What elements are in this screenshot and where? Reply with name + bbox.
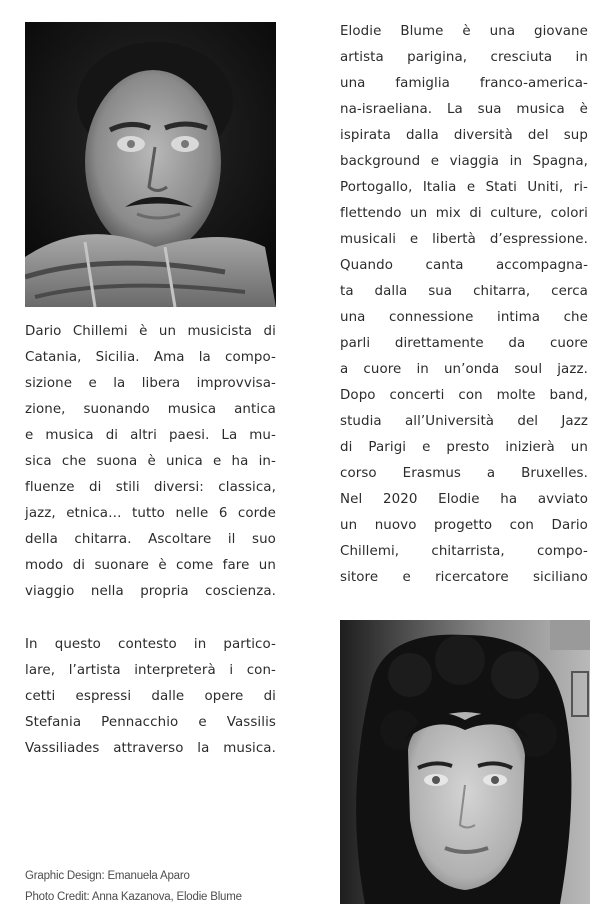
word: e <box>212 454 222 469</box>
word: artista <box>340 50 384 65</box>
word: di <box>263 324 276 339</box>
word: Erasmus <box>402 466 461 481</box>
text-line <box>25 397 276 423</box>
word: Elodie <box>340 24 382 39</box>
word: e <box>402 570 411 585</box>
word: classica, <box>218 480 276 495</box>
word: che <box>61 454 87 469</box>
word: e <box>25 428 34 443</box>
word: in <box>416 362 429 377</box>
word: antica <box>234 402 276 417</box>
word: tutto <box>132 506 165 521</box>
text-line <box>25 658 276 684</box>
word: mix <box>435 206 461 221</box>
word: culture, <box>490 206 543 221</box>
word: sitore <box>340 570 379 585</box>
text-line <box>340 409 588 435</box>
word: e <box>430 154 440 169</box>
word: un <box>158 324 177 339</box>
word: in- <box>258 454 276 469</box>
word: dalla <box>405 128 439 143</box>
word: Italia <box>422 180 457 195</box>
word: la <box>198 350 211 365</box>
word: musicista <box>187 324 253 339</box>
word: corde <box>237 506 276 521</box>
word: è <box>139 324 148 339</box>
word: e <box>409 232 419 247</box>
word: dalle <box>151 689 185 704</box>
text-line <box>340 305 588 331</box>
word: ricercatore <box>435 570 509 585</box>
text-line <box>340 435 588 461</box>
word: canta <box>425 258 464 273</box>
text-line <box>340 97 588 123</box>
text-line <box>25 475 276 501</box>
word: suonare <box>94 558 149 573</box>
word: di <box>263 689 276 704</box>
word: Chillemi <box>72 324 128 339</box>
word: cresciuta <box>490 50 553 65</box>
word: sizione <box>25 376 73 391</box>
word: stili <box>115 480 140 495</box>
word: inizierà <box>505 440 555 455</box>
text-line <box>340 331 588 357</box>
word: cetti <box>25 689 56 704</box>
word: il <box>227 532 236 547</box>
text-line <box>340 565 588 591</box>
word: cerca <box>551 284 588 299</box>
word: connessione <box>389 310 474 325</box>
text-line <box>340 45 588 71</box>
word: background <box>340 154 421 169</box>
text-line <box>25 423 276 449</box>
word: Catania, <box>25 350 82 365</box>
word: nelle <box>175 506 209 521</box>
word: flettendo <box>340 206 402 221</box>
word: sica <box>25 454 52 469</box>
word: mu- <box>249 428 276 443</box>
word: musica <box>45 428 94 443</box>
word: Uniti, <box>527 180 564 195</box>
word: Vassilis <box>226 715 276 730</box>
word: cuore <box>363 362 402 377</box>
text-line <box>340 175 588 201</box>
word: studia <box>340 414 382 429</box>
word: etnica… <box>66 506 122 521</box>
word: opere <box>204 689 244 704</box>
word: e <box>88 376 97 391</box>
word: all’Università <box>404 414 495 429</box>
word: musica. <box>223 741 276 756</box>
text-line <box>340 539 588 565</box>
word: un <box>258 558 276 573</box>
word: corso <box>340 466 377 481</box>
word: con <box>458 388 483 403</box>
word: famiglia <box>395 76 450 91</box>
word: di <box>72 558 86 573</box>
word: Dario <box>25 324 62 339</box>
text-line <box>340 227 588 253</box>
word: zione, <box>25 402 66 417</box>
word: libera <box>141 376 181 391</box>
word: musicali <box>340 232 397 247</box>
word: Dario <box>551 518 588 533</box>
word: dalla <box>374 284 408 299</box>
word: fluenze <box>25 480 75 495</box>
text-line <box>340 71 588 97</box>
text-line <box>340 19 588 45</box>
word: jazz. <box>557 362 588 377</box>
word: suo <box>252 532 276 547</box>
elodie-bio-paragraph <box>340 19 588 591</box>
word: propria <box>140 584 189 599</box>
word: colori <box>550 206 588 221</box>
word: band, <box>549 388 588 403</box>
word: che <box>563 310 588 325</box>
word: e <box>422 440 431 455</box>
word: Quando <box>340 258 394 273</box>
word: attraverso <box>113 741 184 756</box>
word: in <box>575 50 588 65</box>
word: a <box>486 466 496 481</box>
context-paragraph <box>25 632 276 762</box>
word: del <box>517 414 539 429</box>
word: una <box>489 24 516 39</box>
word: Blume <box>400 24 444 39</box>
text-line <box>25 527 276 553</box>
word: Dopo <box>340 388 376 403</box>
word: siciliano <box>532 570 588 585</box>
word: intima <box>497 310 541 325</box>
word: ispirata <box>340 128 391 143</box>
text-line <box>340 513 588 539</box>
text-line <box>25 710 276 736</box>
word: questo <box>54 637 101 652</box>
word: di <box>88 480 102 495</box>
word: sup <box>563 128 588 143</box>
word: e <box>466 180 476 195</box>
word: è <box>462 24 471 39</box>
word: chitarrista, <box>431 544 505 559</box>
word: libertà <box>432 232 476 247</box>
word: di <box>105 428 119 443</box>
word: cuore <box>549 336 588 351</box>
word: espressi <box>75 689 132 704</box>
word: Stefania <box>25 715 82 730</box>
text-line <box>25 579 276 605</box>
photo-dario-chillemi <box>25 22 276 307</box>
word: Stati <box>485 180 517 195</box>
word: giovane <box>534 24 588 39</box>
word: è <box>579 102 588 117</box>
text-line <box>340 357 588 383</box>
word: come <box>176 558 214 573</box>
word: soul <box>514 362 543 377</box>
word: suonando <box>83 402 150 417</box>
dario-bio-paragraph <box>25 319 276 605</box>
text-line <box>25 501 276 527</box>
word: diversità <box>453 128 513 143</box>
word: una <box>340 76 366 91</box>
word: della <box>25 532 58 547</box>
word: musica <box>516 102 565 117</box>
text-line <box>25 371 276 397</box>
word: fare <box>222 558 250 573</box>
text-line <box>340 149 588 175</box>
text-line <box>25 553 276 579</box>
word: Sicilia. <box>95 350 140 365</box>
word: Elodie <box>438 492 480 507</box>
word: improvvisa- <box>196 376 276 391</box>
word: d’espressione. <box>489 232 588 247</box>
word: Ascoltare <box>148 532 212 547</box>
word: musica <box>167 402 217 417</box>
word: da <box>508 336 526 351</box>
word: In <box>25 637 38 652</box>
word: una <box>340 310 366 325</box>
word: di <box>340 440 353 455</box>
word: lare, <box>25 663 56 678</box>
word: a <box>340 362 349 377</box>
text-line <box>340 279 588 305</box>
word: direttamente <box>394 336 484 351</box>
word: La <box>446 102 463 117</box>
word: ha <box>500 492 518 507</box>
word: viaggio <box>25 584 75 599</box>
word: chitarra. <box>74 532 132 547</box>
word: franco-america- <box>479 76 588 91</box>
word: con- <box>246 663 276 678</box>
word: Nel <box>340 492 363 507</box>
word: progetto <box>434 518 493 533</box>
word: paesi. <box>168 428 210 443</box>
word: na-israeliana. <box>340 102 433 117</box>
word: è <box>147 454 156 469</box>
photo-elodie-blume <box>340 620 590 904</box>
word: unica <box>166 454 203 469</box>
word: Jazz <box>561 414 588 429</box>
word: parli <box>340 336 371 351</box>
word: ha <box>231 454 249 469</box>
photo-credit: Photo Credit: Anna Kazanova, Elodie Blume <box>25 891 242 903</box>
word: parigina, <box>407 50 468 65</box>
word: Vassiliades <box>25 741 100 756</box>
word: è <box>158 558 167 573</box>
word: in <box>193 637 207 652</box>
credits <box>25 866 242 908</box>
word: presto <box>446 440 490 455</box>
word: Spagna, <box>532 154 588 169</box>
text-line <box>25 319 276 345</box>
word: ta <box>340 284 354 299</box>
word: accompagna- <box>496 258 588 273</box>
text-line <box>340 123 588 149</box>
word: nella <box>90 584 124 599</box>
word: 2020 <box>382 492 418 507</box>
portrait-woman-image <box>340 620 590 904</box>
word: suona <box>96 454 138 469</box>
word: ri- <box>573 180 588 195</box>
word: in <box>509 154 523 169</box>
text-line <box>340 487 588 513</box>
graphic-design-credit: Graphic Design: Emanuela Aparo <box>25 870 190 882</box>
word: di <box>469 206 482 221</box>
word: del <box>527 128 549 143</box>
word: Chillemi, <box>340 544 400 559</box>
word: e <box>198 715 207 730</box>
word: un <box>340 518 358 533</box>
word: Parigi <box>368 440 407 455</box>
word: compo- <box>537 544 588 559</box>
text-line <box>25 345 276 371</box>
word: sua <box>477 102 502 117</box>
word: viaggia <box>449 154 500 169</box>
text-line <box>340 253 588 279</box>
word: interpreterà <box>134 663 216 678</box>
word: con <box>509 518 535 533</box>
portrait-man-image <box>25 22 276 307</box>
word: nuovo <box>374 518 417 533</box>
text-line <box>340 461 588 487</box>
word: l’artista <box>68 663 121 678</box>
word: Bruxelles. <box>521 466 588 481</box>
text-line <box>340 201 588 227</box>
word: chitarra, <box>473 284 531 299</box>
word: Ama <box>153 350 185 365</box>
word: la <box>197 741 210 756</box>
word: compo- <box>224 350 276 365</box>
word: coscienza. <box>205 584 276 599</box>
word: Pennacchio <box>101 715 179 730</box>
word: sua <box>428 284 453 299</box>
word: jazz, <box>25 506 56 521</box>
word: La <box>221 428 238 443</box>
word: un’onda <box>443 362 500 377</box>
word: diversi: <box>154 480 204 495</box>
word: i <box>229 663 234 678</box>
word: altri <box>130 428 157 443</box>
word: molte <box>496 388 536 403</box>
text-line <box>25 449 276 475</box>
word: concerti <box>389 388 445 403</box>
text-line <box>340 383 588 409</box>
word: 6 <box>218 506 228 521</box>
text-line <box>25 684 276 710</box>
word: la <box>113 376 126 391</box>
word: modo <box>25 558 64 573</box>
word: avviato <box>537 492 588 507</box>
word: partico- <box>223 637 276 652</box>
word: contesto <box>118 637 177 652</box>
text-line <box>25 736 276 762</box>
word: un <box>570 440 588 455</box>
word: Portogallo, <box>340 180 413 195</box>
word: un <box>410 206 428 221</box>
text-line <box>25 632 276 658</box>
